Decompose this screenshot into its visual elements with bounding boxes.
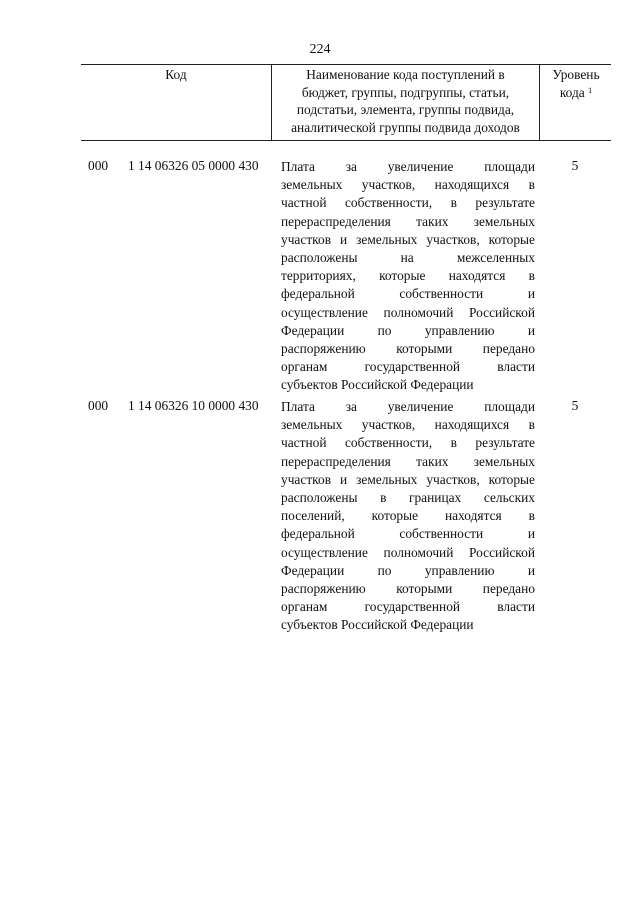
page-number: 224 bbox=[309, 42, 331, 57]
header-level-line: Уровень bbox=[552, 67, 600, 82]
header-name-line: подстатьи, элемента, группы подвида, bbox=[296, 102, 515, 117]
admin-code: 000 bbox=[88, 398, 109, 413]
code-level: 5 bbox=[571, 398, 579, 413]
income-code: 1 14 06326 05 0000 430 bbox=[128, 158, 259, 173]
header-code-cell bbox=[81, 65, 271, 140]
header-level-line: кода $^1$ bbox=[559, 84, 593, 100]
footnote-marker: 1 bbox=[588, 85, 593, 95]
income-name: Плата за увеличение площади земельных участков, находящихся в частной собственности, в результате перераспределения таких земельных участков и земельных участков, которые расположены на межселенных территориях, которые находятся в федеральной собственности и осуществление полномочий Российской Федерации по управлению и распоряжению которыми передано органам государственной власти субъектов Российской Федерации bbox=[281, 159, 535, 393]
header-name-line: бюджет, группы, подгруппы, статьи, bbox=[301, 84, 510, 100]
header-code-label: Код bbox=[165, 67, 187, 82]
header-name-line: Наименование кода поступлений в bbox=[306, 67, 505, 82]
header-name-line: аналитической группы подвида доходов bbox=[291, 119, 520, 135]
income-code: 1 14 06326 10 0000 430 bbox=[128, 398, 259, 413]
admin-code: 000 bbox=[88, 158, 109, 173]
income-name: Плата за увеличение площади земельных участков, находящихся в частной собственности, в результате перераспределения таких земельных участков и земельных участков, которые расположены в границах сельских поселений, которые находятся в федеральной собственности и осуществление полномочий Российской Федерации по управлению и распоряжению которыми передано органам государственной власти субъектов Российской Федерации bbox=[281, 399, 535, 633]
code-level: 5 bbox=[571, 158, 579, 173]
header-name-cell bbox=[271, 65, 540, 140]
header-level-cell bbox=[540, 65, 612, 141]
table-header bbox=[81, 64, 611, 141]
